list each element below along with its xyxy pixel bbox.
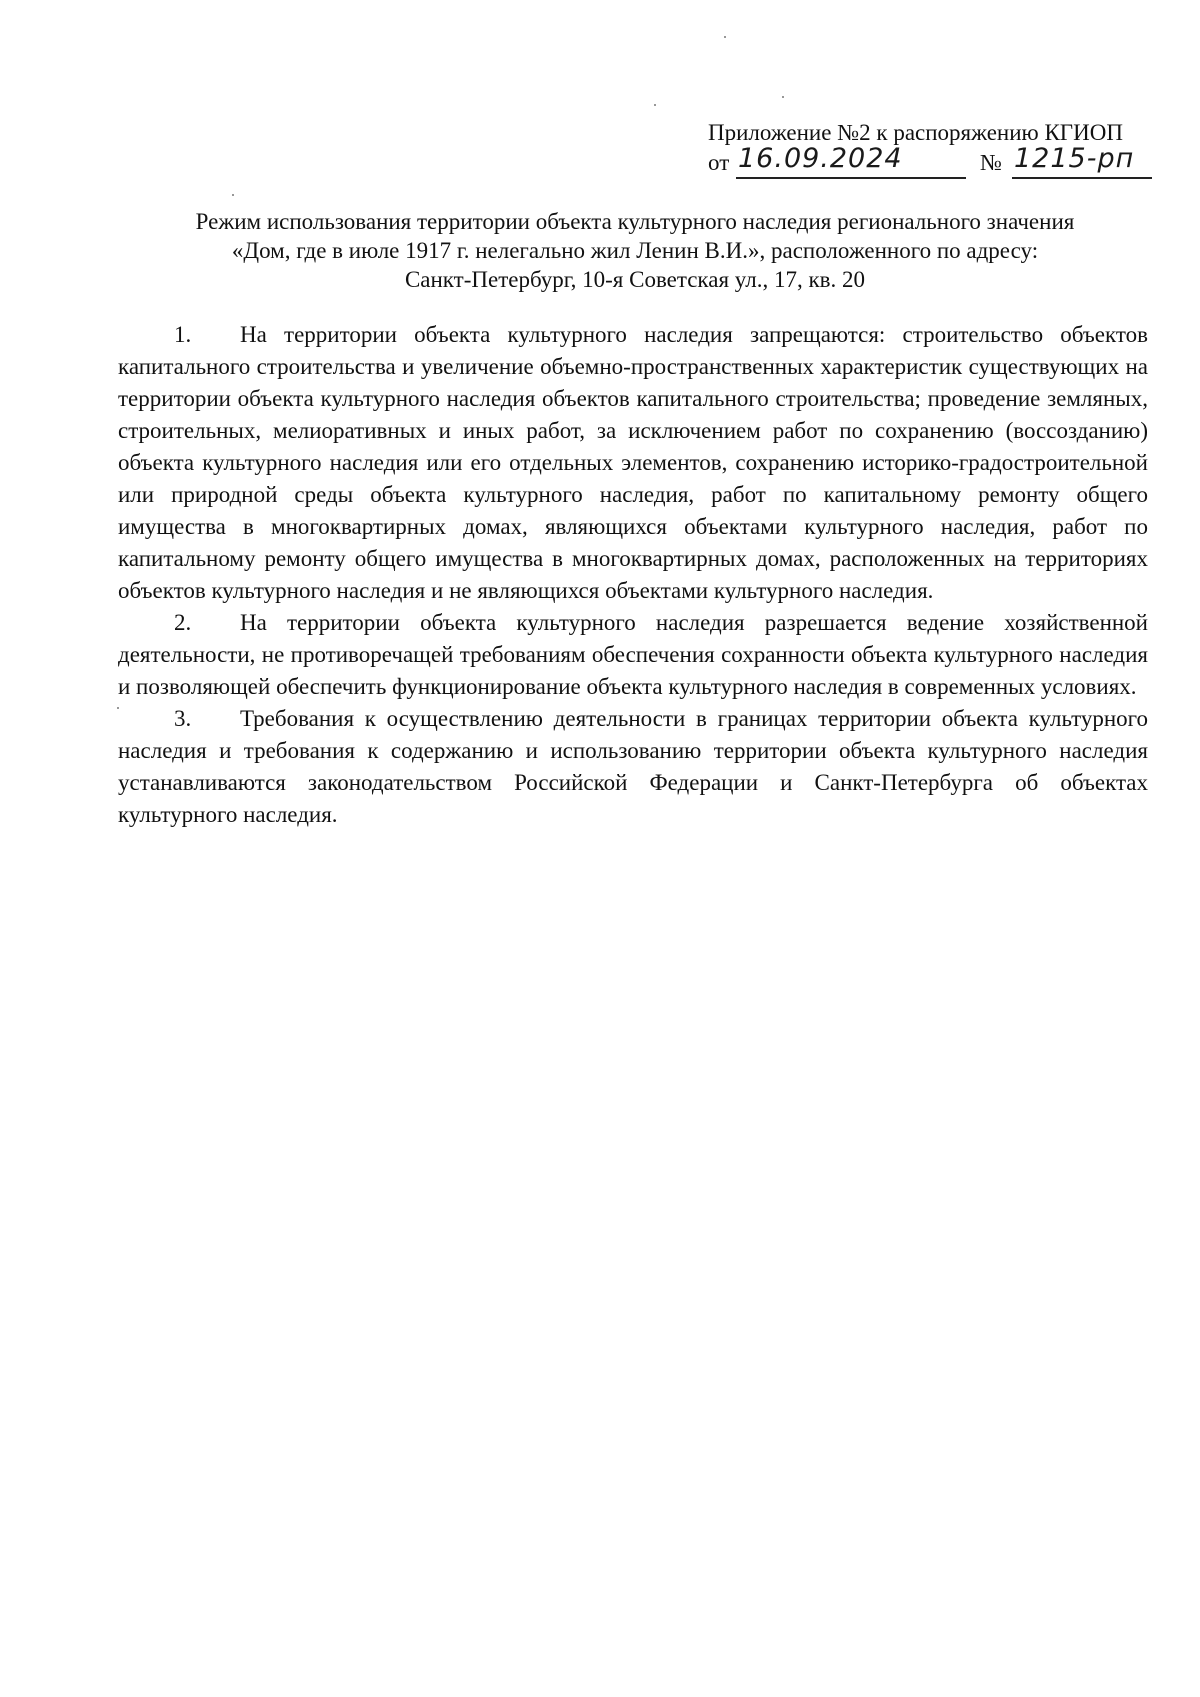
handwritten-number: 1215-рп bbox=[1014, 143, 1135, 174]
paragraph-text: На территории объекта культурного наследия разрешается ведение хозяйственной деятельности, не противоречащей требованиям обеспечения сохранности объекта культурного наследия и позволяющей обеспечить функционирование объекта культурного наследия в современных условиях. bbox=[118, 610, 1148, 699]
scan-speck bbox=[724, 36, 726, 38]
appendix-line: Приложение №2 к распоряжению КГИОП bbox=[708, 120, 1123, 145]
title-line-3: Санкт-Петербург, 10-я Советская ул., 17, кв. 20 bbox=[404, 267, 866, 292]
date-underline bbox=[736, 177, 966, 179]
paragraph-text: На территории объекта культурного наследия запрещаются: строительство объектов капитального строительства и увеличение объемно-пространственных характеристик существующих на территории объекта культурного наследия объектов капитального строительства; проведение земляных, строительных, мелиоративных и иных работ, за исключением работ по сохранению (воссозданию) объекта культурного наследия или его отдельных элементов, сохранению историко-градостроительной или природной среды объекта культурного наследия, работ по капитальному ремонту общего имущества в многоквартирных домах, являющихся объектами культурного наследия, работ по капитальному ремонту общего имущества в многоквартирных домах, расположенных на территориях объектов культурного наследия и не являющихся объектами культурного наследия. bbox=[118, 322, 1148, 603]
paragraph-1 bbox=[118, 319, 1148, 607]
scan-speck bbox=[782, 96, 784, 98]
handwritten-date: 16.09.2024 bbox=[738, 143, 903, 174]
title-line-2: «Дом, где в июле 1917 г. нелегально жил Ленин В.И.», расположенного по адресу: bbox=[231, 238, 1039, 263]
appendix-header bbox=[708, 118, 1158, 182]
number-underline bbox=[1012, 177, 1152, 179]
document-title bbox=[120, 207, 1150, 294]
number-prefix: № bbox=[980, 150, 1002, 175]
date-prefix: от bbox=[708, 150, 730, 175]
paragraph-text: Требования к осуществлению деятельности в границах территории объекта культурного наследия и требования к содержанию и использованию территории объекта культурного наследия устанавливаются законодательством Российской Федерации и Санкт-Петербурга об объектах культурного наследия. bbox=[118, 706, 1148, 827]
title-line-1: Режим использования территории объекта культурного наследия регионального значения bbox=[195, 209, 1075, 234]
paragraph-3 bbox=[118, 703, 1148, 831]
paragraph-number: 1. bbox=[174, 322, 192, 347]
paragraph-number: 2. bbox=[174, 610, 192, 635]
document-body bbox=[118, 319, 1148, 831]
paragraph-number: 3. bbox=[174, 706, 192, 731]
paragraph-2 bbox=[118, 607, 1148, 703]
scan-speck bbox=[232, 194, 234, 196]
order-date-number-line bbox=[708, 143, 1158, 182]
scan-speck bbox=[654, 104, 656, 106]
